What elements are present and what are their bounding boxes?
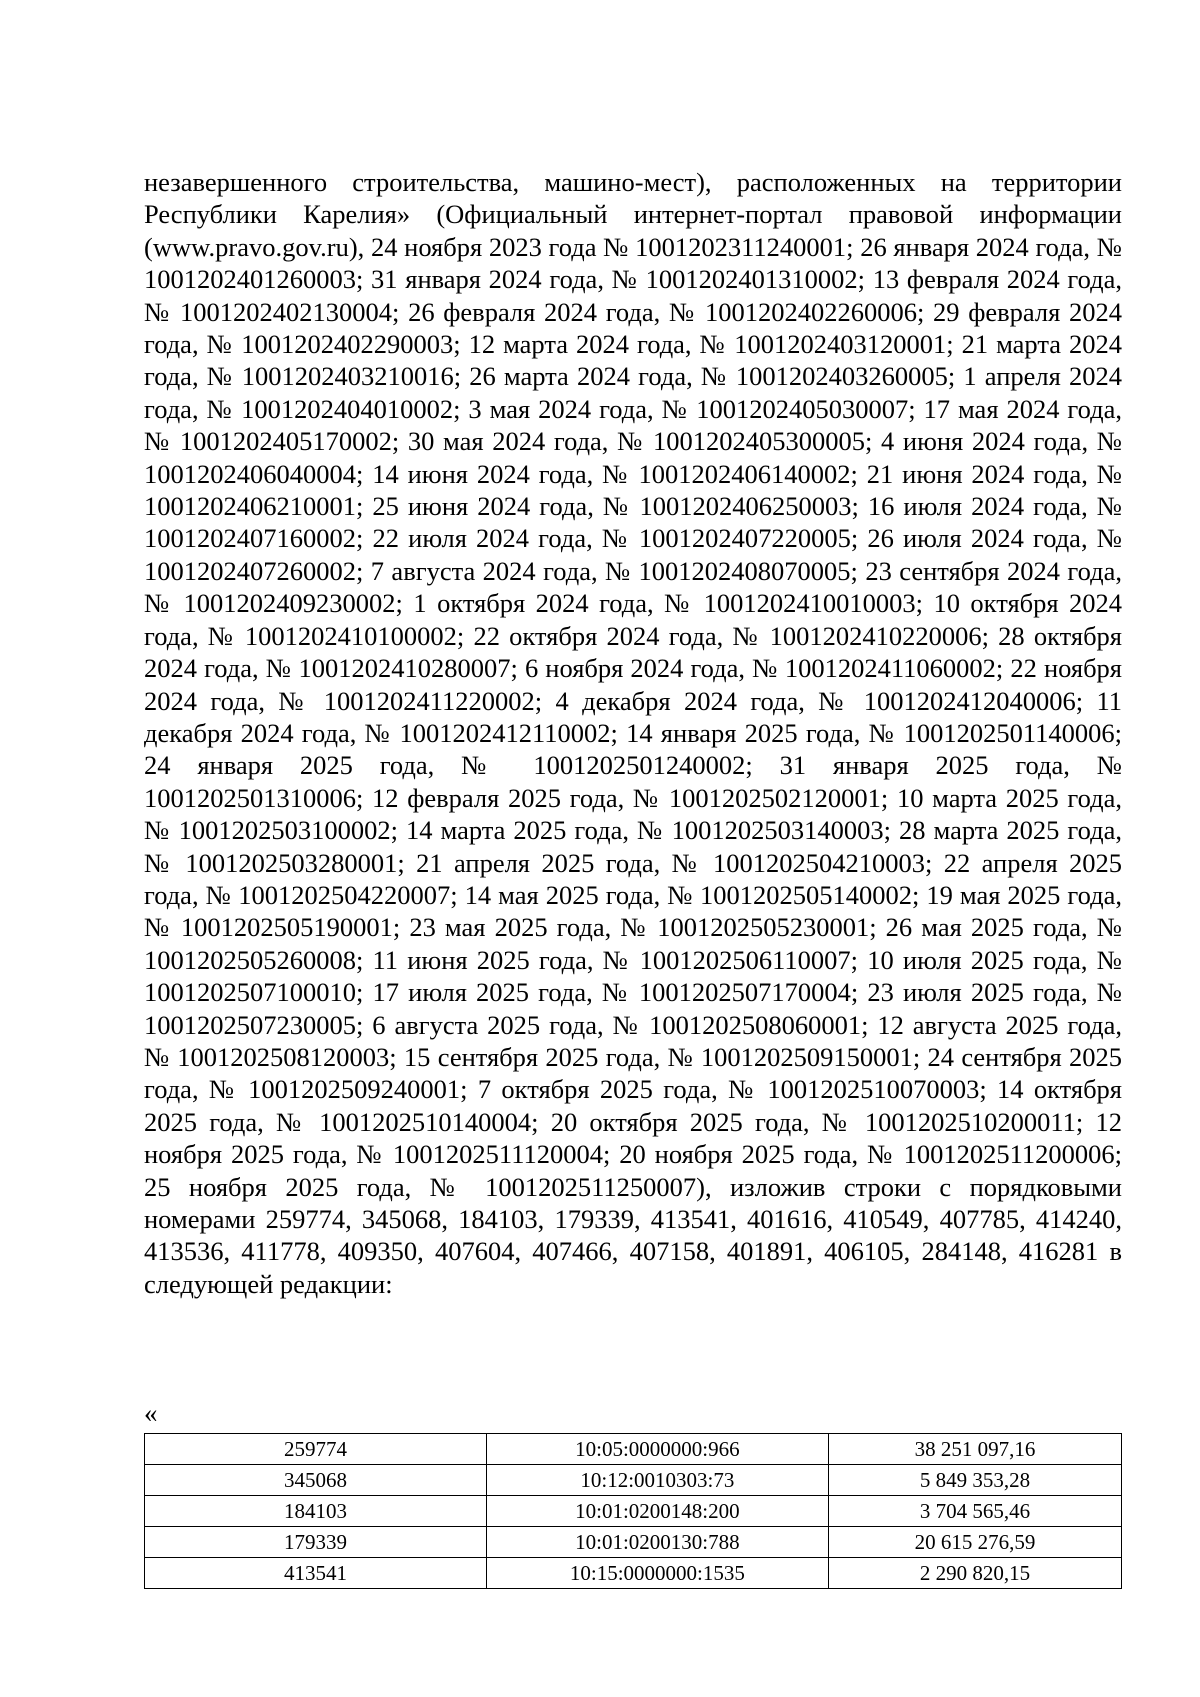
cadastral-number-cell: 10:12:0010303:73 [486, 1465, 828, 1496]
cadastral-number-cell: 10:05:0000000:966 [486, 1434, 828, 1465]
cadastral-value-cell: 3 704 565,46 [828, 1496, 1121, 1527]
row-number-cell: 259774 [145, 1434, 487, 1465]
row-number-cell: 345068 [145, 1465, 487, 1496]
table-row [145, 1434, 1122, 1465]
cadastral-value-table [144, 1433, 1122, 1589]
cadastral-value-cell: 20 615 276,59 [828, 1527, 1121, 1558]
row-number-cell: 413541 [145, 1558, 487, 1589]
table-row [145, 1527, 1122, 1558]
opening-quote-mark: « [144, 1398, 158, 1428]
cadastral-value-cell: 2 290 820,15 [828, 1558, 1121, 1589]
cadastral-value-cell: 5 849 353,28 [828, 1465, 1121, 1496]
cadastral-value-cell: 38 251 097,16 [828, 1434, 1121, 1465]
cadastral-number-cell: 10:01:0200130:788 [486, 1527, 828, 1558]
cadastral-number-cell: 10:15:0000000:1535 [486, 1558, 828, 1589]
row-number-cell: 184103 [145, 1496, 487, 1527]
row-number-cell: 179339 [145, 1527, 487, 1558]
table-row [145, 1496, 1122, 1527]
table-row [145, 1558, 1122, 1589]
cadastral-number-cell: 10:01:0200148:200 [486, 1496, 828, 1527]
body-paragraph: незавершенного строительства, машино-мест), расположенных на территории Республики Карелия» (Официальный интернет-портал правовой информации (www.pravo.gov.ru), 24 ноября 2023 года № 1001202311240001; 26 января 2024 года, № 1001202401260003; 31 января 2024 года, № 1001202401310002; 13 февраля 2024 года, № 1001202402130004; 26 февраля 2024 года, № 1001202402260006; 29 февраля 2024 года, № 1001202402290003; 12 марта 2024 года, № 1001202403120001; 21 марта 2024 года, № 1001202403210016; 26 марта 2024 года, № 1001202403260005; 1 апреля 2024 года, № 1001202404010002; 3 мая 2024 года, № 1001202405030007; 17 мая 2024 года, № 1001202405170002; 30 мая 2024 года, № 1001202405300005; 4 июня 2024 года, № 1001202406040004; 14 июня 2024 года, № 1001202406140002; 21 июня 2024 года, № 1001202406210001; 25 июня 2024 года, № 1001202406250003; 16 июля 2024 года, № 1001202407160002; 22 июля 2024 года, № 1001202407220005; 26 июля 2024 года, № 1001202407260002; 7 августа 2024 года, № 1001202408070005; 23 сентября 2024 года, № 1001202409230002; 1 октября 2024 года, № 1001202410010003; 10 октября 2024 года, № 1001202410100002; 22 октября 2024 года, № 1001202410220006; 28 октября 2024 года, № 1001202410280007; 6 ноября 2024 года, № 1001202411060002; 22 ноября 2024 года, № 1001202411220002; 4 декабря 2024 года, № 1001202412040006; 11 декабря 2024 года, № 1001202412110002; 14 января 2025 года, № 1001202501140006; 24 января 2025 года, № 1001202501240002; 31 января 2025 года, № 1001202501310006; 12 февраля 2025 года, № 1001202502120001; 10 марта 2025 года, № 1001202503100002; 14 марта 2025 года, № 1001202503140003; 28 марта 2025 года, № 1001202503280001; 21 апреля 2025 года, № 1001202504210003; 22 апреля 2025 года, № 1001202504220007; 14 мая 2025 года, № 1001202505140002; 19 мая 2025 года, № 1001202505190001; 23 мая 2025 года, № 1001202505230001; 26 мая 2025 года, № 1001202505260008; 11 июня 2025 года, № 1001202506110007; 10 июля 2025 года, № 1001202507100010; 17 июля 2025 года, № 1001202507170004; 23 июля 2025 года, № 1001202507230005; 6 августа 2025 года, № 1001202508060001; 12 августа 2025 года, № 1001202508120003; 15 сентября 2025 года, № 1001202509150001; 24 сентября 2025 года, № 1001202509240001; 7 октября 2025 года, № 1001202510070003; 14 октября 2025 года, № 1001202510140004; 20 октября 2025 года, № 1001202510200011; 12 ноября 2025 года, № 1001202511120004; 20 ноября 2025 года, № 1001202511200006; 25 ноября 2025 года, № 1001202511250007), изложив строки с порядковыми номерами 259774, 345068, 184103, 179339, 413541, 401616, 410549, 407785, 414240, 413536, 411778, 409350, 407604, 407466, 407158, 401891, 406105, 284148, 416281 в следующей редакции: [144, 167, 1122, 1299]
table-row [145, 1465, 1122, 1496]
